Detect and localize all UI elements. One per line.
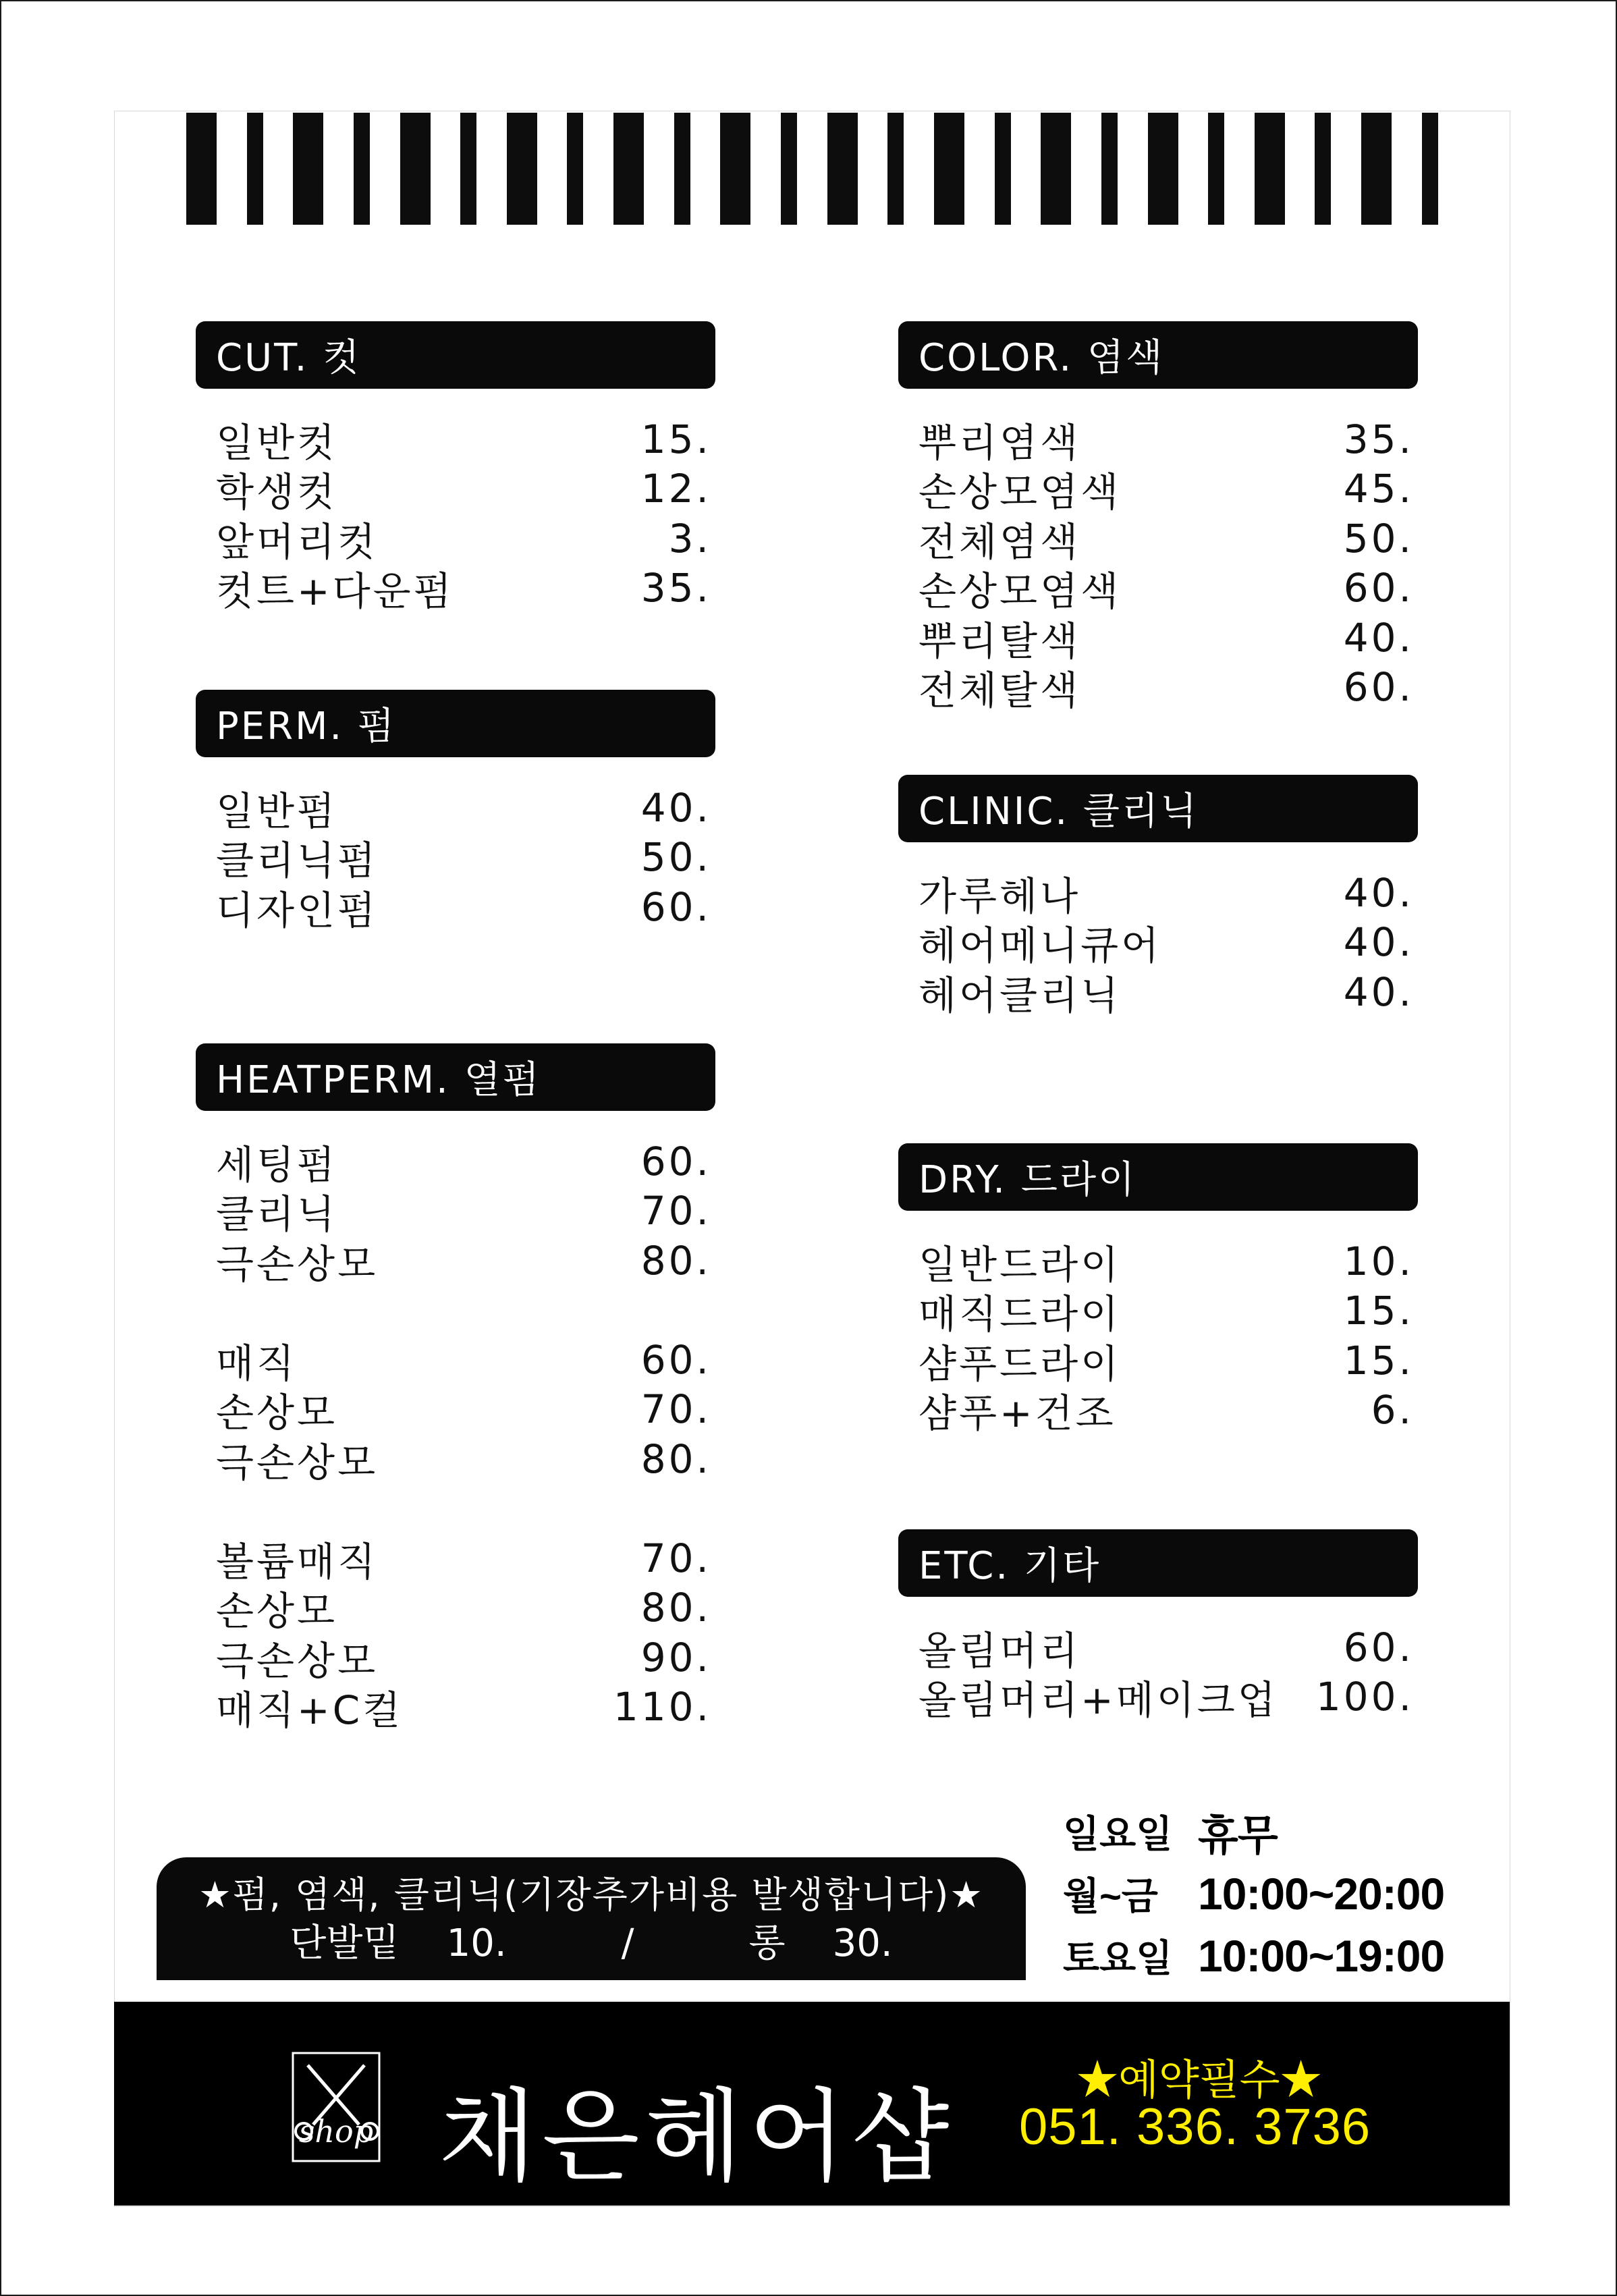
price-row <box>196 1583 715 1633</box>
stripe <box>460 113 476 225</box>
price-row <box>898 464 1418 514</box>
hours-time: 휴무 <box>1198 1812 1278 1859</box>
item-name: 극손상모 <box>216 1637 379 1684</box>
stripe <box>507 113 537 225</box>
notice-line: ★펌, 염색, 클리닉(기장추가비용 발생합니다)★ <box>198 1874 984 1916</box>
item-name: 앞머리컷 <box>216 518 379 565</box>
item-price: 3. <box>668 515 711 562</box>
item-name: 볼륨매직 <box>216 1538 379 1585</box>
item-price: 35. <box>1343 416 1414 462</box>
stripe <box>1422 113 1438 225</box>
short-hair-price: 10. <box>446 1921 507 1965</box>
hours-day: 월~금 <box>1063 1875 1158 1917</box>
scissors-shop-logo-icon <box>270 2049 383 2165</box>
item-name: 헤어메니큐어 <box>919 923 1162 969</box>
item-price: 50. <box>640 834 711 881</box>
stripe <box>674 113 690 225</box>
item-name: 세팅펌 <box>216 1141 338 1188</box>
section-perm <box>196 690 715 932</box>
item-price: 40. <box>640 784 711 831</box>
hours-day: 일요일 <box>1063 1813 1173 1855</box>
item-name: 올림머리+메이크업 <box>919 1677 1278 1724</box>
price-row <box>898 564 1418 613</box>
stripe <box>293 113 323 225</box>
stripe <box>1255 113 1285 225</box>
stripe <box>827 113 858 225</box>
price-row <box>196 1137 715 1186</box>
item-name: 클리닉펌 <box>216 838 379 884</box>
item-price: 60. <box>1343 1624 1414 1670</box>
logo-text: shop <box>298 2113 374 2150</box>
price-row <box>196 564 715 613</box>
price-row <box>196 1236 715 1286</box>
shop-name: 채은헤어샵 <box>439 2079 955 2196</box>
price-row <box>898 613 1418 663</box>
phone-number: 051. 336. 3736 <box>1019 2098 1371 2156</box>
item-name: 일반컷 <box>216 419 338 466</box>
price-row <box>898 918 1418 968</box>
section-title-etc: ETC. 기타 <box>898 1529 1418 1597</box>
item-name: 매직+C컬 <box>216 1687 404 1734</box>
item-name: 손상모 <box>216 1390 338 1436</box>
barcode-stripes <box>186 113 1438 225</box>
item-price: 80. <box>640 1436 711 1482</box>
item-price: 90. <box>640 1634 711 1680</box>
item-name: 클리닉 <box>216 1191 338 1238</box>
price-row <box>898 967 1418 1017</box>
item-name: 뿌리염색 <box>919 419 1081 466</box>
price-row <box>196 414 715 464</box>
price-row <box>898 1286 1418 1336</box>
stripe <box>1361 113 1392 225</box>
item-price: 50. <box>1343 515 1414 562</box>
price-row <box>196 1186 715 1236</box>
item-name: 일반드라이 <box>919 1241 1122 1288</box>
price-row <box>898 414 1418 464</box>
section-title-color: COLOR. 염색 <box>898 321 1418 389</box>
price-row <box>196 1385 715 1435</box>
stripe <box>354 113 370 225</box>
stripe <box>247 113 263 225</box>
item-price: 15. <box>1343 1337 1414 1384</box>
stripe <box>567 113 583 225</box>
price-row <box>898 1386 1418 1436</box>
stripe <box>1315 113 1331 225</box>
stripe <box>186 113 217 225</box>
section-title-clinic: CLINIC. 클리닉 <box>898 775 1418 842</box>
section-heatperm <box>196 1043 715 1732</box>
reservation-required: ★예약필수★ <box>1076 2057 1322 2104</box>
length-surcharge-notice <box>157 1857 1026 1980</box>
item-name: 일반펌 <box>216 788 338 834</box>
item-price: 70. <box>640 1535 711 1581</box>
item-name: 극손상모 <box>216 1240 379 1287</box>
item-name: 샴푸드라이 <box>919 1340 1122 1387</box>
section-dry <box>898 1143 1418 1435</box>
item-price: 35. <box>640 565 711 611</box>
item-name: 손상모 <box>216 1588 338 1635</box>
item-price: 60. <box>640 1336 711 1383</box>
item-name: 극손상모 <box>216 1439 379 1485</box>
long-hair-label: 롱 <box>748 1921 786 1965</box>
notice-prices <box>157 1919 1026 1968</box>
price-row <box>898 514 1418 564</box>
price-row <box>196 1434 715 1484</box>
item-price: 12. <box>640 466 711 512</box>
separator: / <box>621 1921 634 1965</box>
item-price: 40. <box>1343 968 1414 1015</box>
stripe <box>781 113 797 225</box>
item-name: 매직드라이 <box>919 1291 1122 1338</box>
stripe <box>400 113 431 225</box>
price-row <box>898 1336 1418 1386</box>
item-price: 100. <box>1315 1674 1414 1720</box>
item-price: 70. <box>640 1386 711 1433</box>
item-price: 40. <box>1343 919 1414 966</box>
price-row <box>196 1683 715 1732</box>
item-name: 샴푸+건조 <box>919 1390 1116 1437</box>
hours-day: 토요일 <box>1063 1937 1173 1979</box>
item-price: 70. <box>640 1188 711 1234</box>
price-row <box>196 1533 715 1583</box>
section-title-perm: PERM. 펌 <box>196 690 715 757</box>
hours-time: 10:00~19:00 <box>1198 1931 1445 1981</box>
short-hair-label: 단발밑 <box>290 1921 400 1965</box>
item-price: 80. <box>640 1585 711 1631</box>
section-title-dry: DRY. 드라이 <box>898 1143 1418 1211</box>
item-name: 뿌리탈색 <box>919 618 1081 664</box>
item-price: 15. <box>1343 1288 1414 1334</box>
price-row <box>196 514 715 564</box>
section-color <box>898 321 1418 712</box>
item-name: 헤어클리닉 <box>919 972 1122 1018</box>
item-name: 올림머리 <box>919 1627 1081 1674</box>
stripe <box>1208 113 1224 225</box>
item-price: 6. <box>1371 1387 1414 1433</box>
item-name: 가루헤나 <box>919 873 1081 919</box>
stripe <box>887 113 904 225</box>
stripe <box>613 113 644 225</box>
price-row <box>898 663 1418 713</box>
hours-row <box>1063 1801 1495 1863</box>
item-name: 학생컷 <box>216 469 338 516</box>
stripe <box>720 113 750 225</box>
item-price: 60. <box>640 883 711 930</box>
item-name: 손상모염색 <box>919 568 1122 615</box>
item-price: 40. <box>1343 869 1414 916</box>
price-row <box>196 882 715 932</box>
price-row <box>898 1622 1418 1672</box>
long-hair-price: 30. <box>832 1921 893 1965</box>
item-price: 10. <box>1343 1238 1414 1284</box>
item-price: 110. <box>613 1684 711 1730</box>
item-price: 45. <box>1343 466 1414 512</box>
section-etc <box>898 1529 1418 1722</box>
hours-time: 10:00~20:00 <box>1198 1869 1445 1919</box>
item-name: 전체염색 <box>919 518 1081 565</box>
price-row <box>196 1335 715 1385</box>
price-row <box>196 833 715 883</box>
item-name: 손상모염색 <box>919 469 1122 516</box>
item-price: 60. <box>1343 664 1414 711</box>
hours-row <box>1063 1863 1495 1925</box>
item-price: 15. <box>640 416 711 462</box>
item-price: 60. <box>1343 565 1414 611</box>
price-row <box>898 1672 1418 1722</box>
stripe <box>1148 113 1178 225</box>
price-row <box>898 1236 1418 1286</box>
price-row <box>196 1633 715 1683</box>
stripe <box>934 113 964 225</box>
section-title-heatperm: HEATPERM. 열펌 <box>196 1043 715 1111</box>
item-name: 전체탈색 <box>919 667 1081 714</box>
stripe <box>1101 113 1118 225</box>
business-hours <box>1063 1801 1495 1987</box>
section-title-cut: CUT. 컷 <box>196 321 715 389</box>
item-price: 80. <box>640 1237 711 1284</box>
hours-row <box>1063 1925 1495 1987</box>
price-row <box>196 783 715 833</box>
price-row <box>898 868 1418 918</box>
stripe <box>1041 113 1071 225</box>
section-cut <box>196 321 715 613</box>
stripe <box>995 113 1011 225</box>
item-price: 60. <box>640 1138 711 1184</box>
item-name: 매직 <box>216 1340 298 1386</box>
item-name: 컷트+다운펌 <box>216 568 454 615</box>
item-price: 40. <box>1343 614 1414 661</box>
price-row <box>196 464 715 514</box>
section-clinic <box>898 775 1418 1017</box>
item-name: 디자인펌 <box>216 887 379 933</box>
